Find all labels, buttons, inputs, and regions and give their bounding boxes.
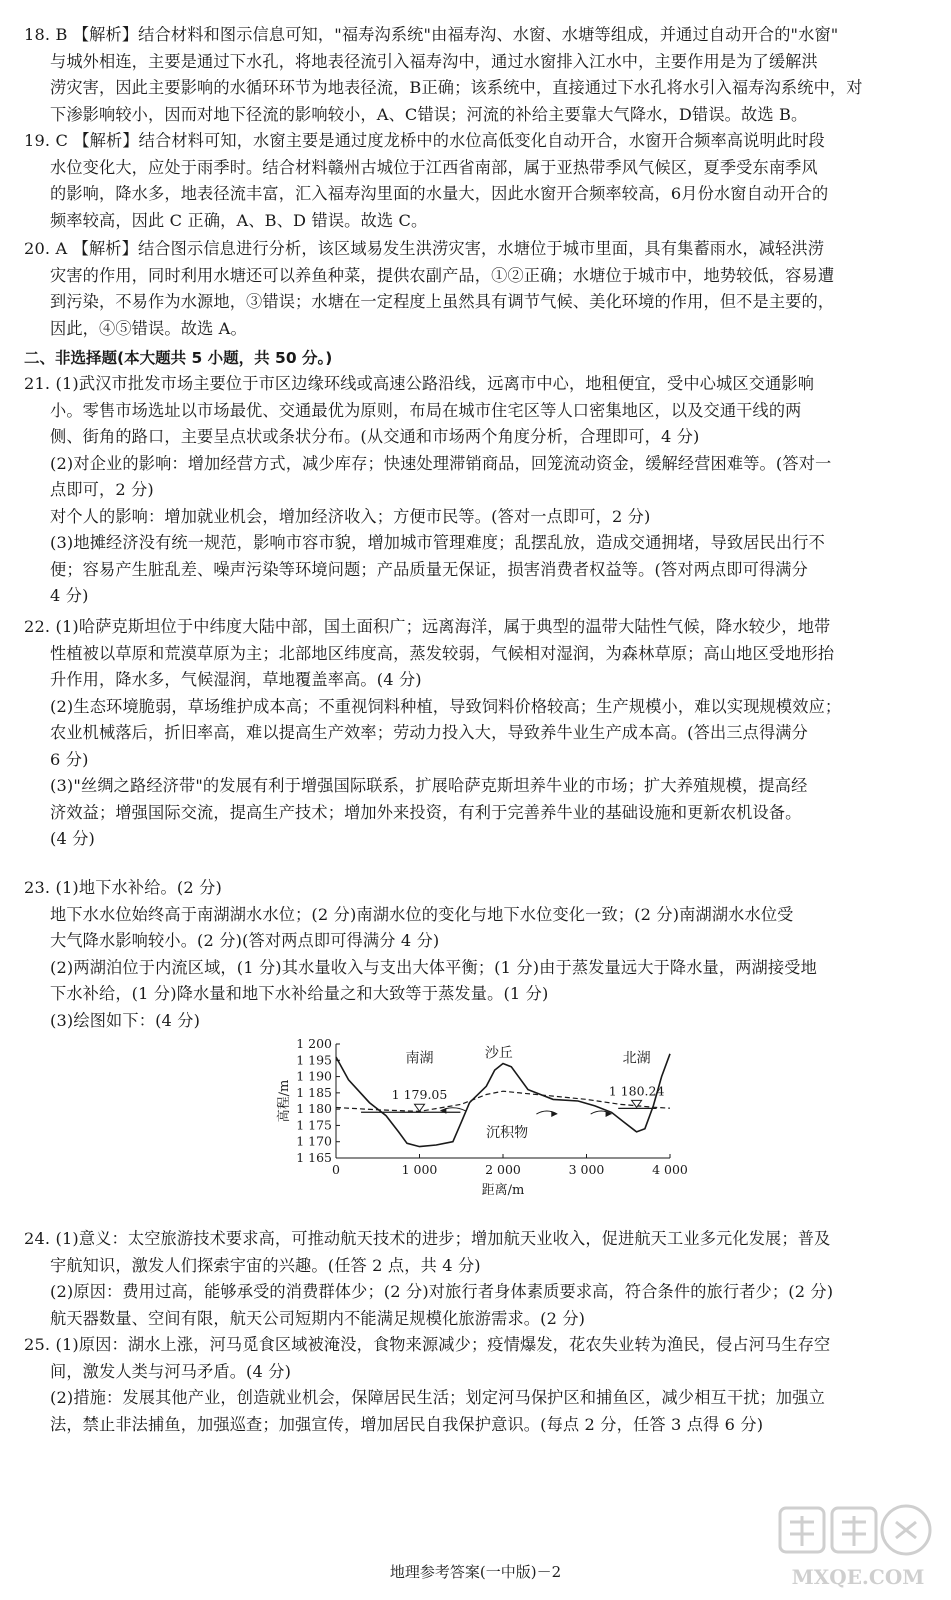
answer-q21 <box>24 371 924 610</box>
x-tick-label: 4 000 <box>652 1162 688 1177</box>
q24-line: 宇航知识，激发人们探索宇宙的兴趣。(任答 2 点，共 4 分) <box>50 1255 481 1275</box>
q25-line: (2)措施：发展其他产业，创造就业机会，保障居民生活；划定河马保护区和捕鱼区，减少相互干扰；加强立 <box>50 1388 825 1407</box>
q18-line: 下渗影响较小，因而对地下径流的影响较小，A、C错误；河流的补给主要靠大气降水，D错误。故选 B。 <box>50 104 808 124</box>
q23-line: (3)绘图如下：(4 分) <box>50 1010 201 1030</box>
q18-line: 与城外相连，主要是通过下水孔，将地表径流引入福寿沟中，通过水窗排入江水中，主要作用是为了缓解洪 <box>50 51 818 71</box>
q21-line: 侧、街角的路口，主要呈点状或条状分布。(从交通和市场两个角度分析，合理即可，4 分) <box>50 427 700 446</box>
q24-line: 24. (1)意义：太空旅游技术要求高，可推动航天技术的进步；增加航天业收入，促进航天工业多元化发展；普及 <box>24 1229 831 1248</box>
x-tick-label: 2 000 <box>485 1162 521 1177</box>
q20-line: 因此，④⑤错误。故选 A。 <box>50 318 247 338</box>
x-tick-label: 0 <box>332 1162 340 1177</box>
south-lake-level-marker <box>415 1104 425 1111</box>
q25-line: 间，激发人类与河马矛盾。(4 分) <box>50 1361 292 1381</box>
answer-q25 <box>24 1332 924 1438</box>
y-tick-label: 1 175 <box>296 1117 332 1133</box>
q20-line: 20. A 【解析】结合图示信息进行分析，该区域易发生洪涝灾害，水塘位于城市里面，具有集蓄雨水，减轻洪涝 <box>24 239 825 258</box>
north-lake-label: 北湖 <box>622 1050 651 1067</box>
q22-line: 升作用，降水多，气候湿润，草地覆盖率高。(4 分) <box>50 670 422 689</box>
sediment-label: 沉积物 <box>486 1125 529 1142</box>
q18-line: 18. B 【解析】结合材料和图示信息可知，"福寿沟系统"由福寿沟、水窗、水塘等组成，并通过自动开合的"水窗" <box>24 25 839 44</box>
flow-arrow-head <box>440 1108 446 1114</box>
q22-line: (3)"丝绸之路经济带"的发展有利于增强国际联系，扩展哈萨克斯坦养牛业的市场；扩大养殖规模，提高经 <box>50 776 808 795</box>
answer-q18 <box>24 22 924 128</box>
q21-line: 对个人的影响：增加就业机会，增加经济收入；方便市民等。(答对一点即可，2 分) <box>50 506 651 526</box>
y-tick-label: 1 170 <box>296 1133 332 1149</box>
q21-line: 21. (1)武汉市批发市场主要位于市区边缘环线或高速公路沿线，远离市中心，地租便宜，受中心城区交通影响 <box>24 374 815 393</box>
q19-line: 19. C 【解析】结合材料可知，水窗主要是通过度龙桥中的水位高低变化自动开合，水窗开合频率高说明此时段 <box>24 131 825 150</box>
y-tick-label: 1 185 <box>296 1084 332 1100</box>
south-lake-label: 南湖 <box>405 1050 434 1067</box>
y-tick-label: 1 190 <box>296 1068 332 1084</box>
answer-q20 <box>24 236 924 342</box>
q22-line: 性植被以草原和荒漠草原为主；北部地区纬度高，蒸发较弱，气候相对湿润，为森林草原；高山地区受地形抬 <box>50 643 835 663</box>
q24-line: (2)原因：费用过高，能够承受的消费群体少；(2 分)对旅行者身体素质要求高，符合条件的旅行者少；(2 分) <box>50 1282 834 1301</box>
q21-line: 便；容易产生脏乱差、噪声污染等环境问题；产品质量无保证，损害消费者权益等。(答对两点即可得满分 <box>50 559 808 579</box>
q21-line: 点即可，2 分) <box>50 480 154 499</box>
y-tick-label: 1 180 <box>296 1101 332 1117</box>
page-footer: 地理参考答案(一中版)－2 <box>389 1563 562 1581</box>
q22-line: 济效益；增强国际交流，提高生产技术；增加外来投资，有利于完善养牛业的基础设施和更新农机设备。 <box>50 802 802 822</box>
south-lake-level-label: 1 179.05 <box>391 1087 448 1103</box>
x-tick-label: 3 000 <box>568 1162 605 1177</box>
q21-line: 4 分) <box>50 586 89 605</box>
q20-line: 到污染，不易作为水源地，③错误；水塘在一定程度上虽然具有调节气候、美化环境的作用，但不是主要的， <box>50 292 835 311</box>
q23-line: 地下水水位始终高于南湖湖水水位；(2 分)南湖水位的变化与地下水位变化一致；(2 分)南湖湖水水位受 <box>50 904 794 924</box>
q21-line: 小。零售市场选址以市场最优、交通最优为原则，布局在城市住宅区等人口密集地区，以及交通干线的两 <box>50 400 802 420</box>
y-tick-label: 1 165 <box>296 1150 332 1165</box>
q22-line: 农业机械落后，折旧率高，难以提高生产效率；劳动力投入大，导致养牛业生产成本高。(答出三点得满分 <box>50 723 808 742</box>
answer-q22 <box>24 614 924 853</box>
lake-profile-chart <box>262 1036 692 1218</box>
q22-line: 6 分) <box>50 749 89 769</box>
q21-line: (3)地摊经济没有统一规范，影响市容市貌，增加城市管理难度；乱摆乱放，造成交通拥堵，导致居民出行不 <box>50 533 825 552</box>
q23-line: 大气降水影响较小。(2 分)(答对两点即可得满分 4 分) <box>50 931 440 950</box>
q18-line: 涝灾害，因此主要影响的水循环环节为地表径流，B正确；该系统中，直接通过下水孔将水引入福寿沟系统中，对 <box>50 78 863 97</box>
q22-line: (2)生态环境脆弱，草场维护成本高；不重视饲料种植，导致饲料价格较高；生产规模小，难以实现规模效应； <box>50 696 842 716</box>
q20-line: 灾害的作用，同时利用水塘还可以养鱼种菜，提供农副产品，①②正确；水塘位于城市中，地势较低，容易遭 <box>50 265 835 285</box>
watermark-text: MXQE.COM <box>791 1565 925 1589</box>
q23-line: (2)两湖泊位于内流区域，(1 分)其水量收入与支出大体平衡；(1 分)由于蒸发量远大于降水量，两湖接受地 <box>50 957 817 977</box>
q19-line: 频率较高，因此 C 正确，A、B、D 错误。故选 C。 <box>50 210 428 230</box>
q21-line: (2)对企业的影响：增加经营方式，减少库存；快速处理滞销商品，回笼流动资金，缓解经营困难等。(答对一 <box>50 453 832 473</box>
answer-q19 <box>24 128 924 234</box>
y-tick-label: 1 200 <box>296 1036 332 1051</box>
q19-line: 水位变化大，应处于雨季时。结合材料赣州古城位于江西省南部，属于亚热带季风气候区，夏季受东南季风 <box>50 157 818 177</box>
q22-line: 22. (1)哈萨克斯坦位于中纬度大陆中部，国土面积广；远离海洋，属于典型的温带大陆性气候，降水较少，地带 <box>24 617 831 636</box>
y-axis-label: 高程/m <box>277 1079 292 1123</box>
flow-arrow-head <box>551 1111 557 1117</box>
answer-q23 <box>24 875 924 1034</box>
q25-line: 25. (1)原因：湖水上涨，河马觅食区域被淹没，食物来源减少；疫情爆发，花农失业转为渔民，侵占河马生存空 <box>24 1335 831 1354</box>
q24-line: 航天器数量、空间有限，航天公司短期内不能满足规模化旅游需求。(2 分) <box>50 1308 586 1328</box>
x-tick-label: 1 000 <box>401 1162 438 1177</box>
dune-label: 沙丘 <box>484 1045 513 1062</box>
section-heading: 二、非选择题(本大题共 5 小题，共 50 分。) <box>24 349 333 367</box>
answer-q24 <box>24 1226 924 1332</box>
q25-line: 法，禁止非法捕鱼，加强巡查；加强宣传，增加居民自我保护意识。(每点 2 分，任答 3 点得 6 分) <box>50 1414 764 1434</box>
q23-line: 下水补给，(1 分)降水量和地下水补给量之和大致等于蒸发量。(1 分) <box>50 984 549 1003</box>
north-lake-level-label: 1 180.24 <box>608 1083 665 1099</box>
y-tick-label: 1 195 <box>296 1052 332 1068</box>
q19-line: 的影响，降水多，地表径流丰富，汇入福寿沟里面的水量大，因此水窗开合频率较高，6月份水窗自动开合的 <box>50 184 829 203</box>
q23-line: 23. (1)地下水补给。(2 分) <box>24 878 222 897</box>
x-axis-label: 距离/m <box>481 1183 525 1198</box>
q22-line: (4 分) <box>50 829 96 848</box>
